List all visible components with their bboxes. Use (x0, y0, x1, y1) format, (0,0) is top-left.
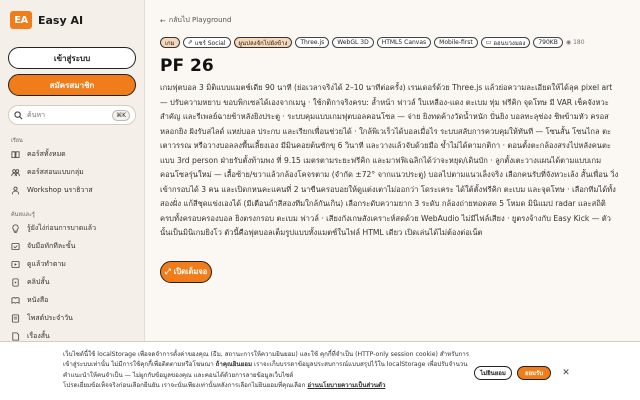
tag-webgl[interactable]: WebGL 3D (332, 37, 373, 48)
file-size-badge: 790KB (533, 37, 563, 48)
fullscreen-icon: ⤢ (164, 267, 171, 276)
cookie-text (63, 350, 473, 392)
search-input[interactable] (8, 105, 136, 125)
sidebar-item-label: คอร์สทั้งหมด (27, 149, 66, 158)
tag-share-social[interactable] (183, 37, 231, 48)
play-icon (11, 260, 20, 269)
back-link[interactable] (160, 15, 231, 26)
sidebar-item-label: โพสต์ประจำวัน (27, 313, 73, 322)
tag-game[interactable]: เกม (160, 37, 180, 48)
sidebar-item-label: Workshop นราธิวาส (27, 185, 93, 194)
tag-category[interactable]: ผูนปลงจักไปยังข้าง (234, 37, 293, 48)
tag-html5-canvas[interactable]: HTML5 Canvas (377, 37, 431, 48)
sidebar-item-label: คอร์สสอนแบบกลุ่ม (27, 167, 84, 176)
tag-label: ออนบวงมอง (493, 39, 526, 47)
workshop-icon (11, 186, 20, 195)
view-count (566, 39, 585, 46)
screen-icon: ▭ (485, 39, 492, 46)
eye-icon: ◉ (565, 39, 572, 46)
search-icon (14, 111, 23, 120)
search-placeholder: ค้นหา (27, 110, 46, 119)
sidebar-item-label: คลิปสั้น (27, 277, 50, 286)
sidebar-item-step-by-step[interactable] (11, 237, 136, 255)
login-button[interactable]: เข้าสู่ระบบ (8, 47, 136, 69)
cookie-reject-button[interactable]: ไม่ยินยอม (474, 366, 512, 380)
cookie-text-part2: เราจะเก็บบรรดาข้อมูลประสบการณ์แบบสรุปไว้ใน localStorage เพื่อปรับจำนวนคำแนะนำให้คนจำเป็น — ไม่ผูกกับข้อมูลของคุณ และคอนได้ด้วยการลายข้อมูลเว็บไซต์ (63, 361, 468, 379)
privacy-policy-link[interactable]: อ่านนโยบายความเป็นส่วนตัว (307, 382, 386, 390)
view-count-value: 180 (573, 39, 585, 46)
cookie-text-bold: ถ้าคุณยินยอม (215, 361, 253, 369)
brand-logo: EA (10, 11, 32, 29)
sidebar-item-label: จับมือทักทีละขั้น (27, 241, 76, 250)
tag-offline[interactable] (481, 37, 531, 48)
tag-label: แชร์ Social (194, 39, 226, 47)
group-icon (11, 168, 20, 177)
sidebar-item-label: หนังสือ (27, 295, 49, 304)
sidebar-item-group-courses[interactable] (11, 163, 136, 181)
book-icon (11, 150, 20, 159)
book-open-icon (11, 296, 20, 305)
clip-icon (11, 278, 20, 287)
brand[interactable] (10, 8, 136, 32)
share-icon: ⇗ (187, 39, 193, 46)
sidebar-item-label: รู้ยังไง่ก่อนการบาดแล้ว (27, 223, 97, 232)
page-title: PF 26 (160, 56, 214, 76)
sidebar-item-all-courses[interactable] (11, 145, 136, 163)
sidebar-item-workshop[interactable] (11, 181, 136, 199)
sidebar-item-label: ดูแล้วทำตาม (27, 259, 66, 268)
cookie-text-part3: โปรดเยี่ยมข้อเท็จจริงก่อนเลือกยืนยัน เราจะนั่นเพียงเท่านั้นหลังการเลือกไม่ยินยอมที่คุณเลือก (63, 382, 308, 390)
hand-icon (11, 242, 20, 251)
game-description: เกมฟุตบอล 3 มิติแบบแมตช์เดีย 90 นาที (ย่อเวลาจริงได้ 2–10 นาทีต่อครั้ง) เรนเดอร์ด้วย Three.js แล้วย่อความละเอียดให้ได้ลุค pixel art — ปรับความหยาบ ขอบพิกเซลได้เองจากเมนู · ใช้กติกาจริงครบ: ล้ำหน้า ฟาวล์ ใบเหลือง-แดง ตะเบม ทุ่ม ฟรีคิก จุดโทษ มี VAR เช็คจังหวะสำคัญ และรีเพลย์ฉายช้าหลังยิงประตู · ระบบคุมแบบเกมฟุตบอลคอนโซล — จ่าย ยิงทดค้างวัดน้ำหนัก ปั่นยิง บอลทะลุช่อง ชิพข้ามหัว ครอส หลอกยิง ฝังรับสไลด์ แหย่บอล ประกบ และเรียกเพื่อนช่วยได้ · ใกล้พิเวเร็วได้บอลเมื่อไร ระบบสลับการควบคุมให้ทันที — โซนสั้น โซนไกล ตะเตาวรรณ หรือวางบอลลงพื้นเลี้ยงเอง มีมินคอยต้นซักขุ 6 วินาที และวางแล้วจับด้วยมือ ข้ำไม่ได้ตามกติกา · ตอนตั้งตะกล้องสรงไปหลังคนตะแบบ 3rd person ฝ่ายรับตั้งท้ามพง ที่ 9.15 เมตรตามระยะฟรีคิก และมาฟฟิเฉลิกได้ว่าจะหยุด/เดินบัก · ลูกตั้งเตะวางแผนได้ตามแบบเกมคอนโซลรุ่นใหม่ — เลื้อซ้าย/ขวาแล้วกล้องโคจรตาม (จำกัด ±72° จากแนวประตู) บอลไปตามแนวเล็งจริง เลือกคนรับที่จังหวะเล้ง สั้นเพื่อน วิ่งเข้ากรอบได้ 3 คน และเปิดกหนคะแคนที่ 2 นาขืนครอบอยให้ดูแต่งเตาไม่ออกว่า โดระเคระ ได้ใต้ตั้งฟรีคิก ตะเบม และจุดโทษ · เลือกทีมได้ทั้งสองฝั่ง แก้สีชุดแข่งเองได้ (มีเตือนถ้าสีสองทีมใกล้กันเกิน) เลือกระดับความยาก 3 ระดับ กล้องถ่ายทอดสด 5 โหมด มินิแมป radar และสถิติ ครบทั้งครอบครองบอล ยิงตรงกรอบ ตะเบม ฟาวล์ · เสียงกังเกษสังเคราะห์สดด้วย WebAudio ไม่มีไฟล์เสียง · ยูตรงจ้างกับ Easy Kick — ตัวนั้นเป็นมินิเกมยิงโว ตัวนี้คือฟุตบอลเต็มรูปแบบทั้งแมตช์ในไฟล์ HTML เดียว เปิดเล่นได้ไม่ต้องต่อเน็ต (160, 83, 619, 237)
tag-threejs[interactable]: Three.js (295, 37, 329, 48)
sidebar-item-daily-posts[interactable] (11, 309, 136, 327)
sidebar-item-watch-follow[interactable] (11, 255, 136, 273)
section-label-learn: เรียน (11, 138, 23, 144)
sidebar (0, 0, 145, 400)
sidebar-item-basics[interactable] (11, 219, 136, 237)
cookie-banner (0, 341, 640, 400)
search-shortcut: ⌘K (112, 110, 130, 121)
story-icon (11, 332, 20, 341)
tag-list (160, 37, 620, 48)
sidebar-item-short-clips[interactable] (11, 273, 136, 291)
cookie-accept-button[interactable]: ยอมรับ (517, 366, 551, 380)
open-fullscreen-label: เปิดเต็มจอ (173, 267, 208, 276)
section-label-resources: ค้นหและรู้ (11, 212, 35, 218)
tag-mobile-first[interactable]: Mobile-first (434, 37, 478, 48)
sidebar-item-books[interactable] (11, 291, 136, 309)
post-icon (11, 314, 20, 323)
main-content (160, 0, 620, 400)
signup-button[interactable]: สมัครสมาชิก (8, 74, 136, 96)
arrow-left-icon: ← (160, 16, 166, 25)
back-link-label: กลับไป Playground (168, 16, 232, 24)
close-icon[interactable]: ✕ (562, 368, 570, 378)
lightbulb-icon (11, 224, 20, 233)
sidebar-item-label: เรื่องสั้น (27, 331, 50, 340)
cookie-text-part1: เว็บไซต์นี้ใช้ localStorage เพื่อจดจำการตั้งค่าของคุณ (ธีม, สถานะการให้ความยินยอม) และใช้ คุกกี้ที่จำเป็น (HTTP-only session cookie) สำหรับการเข้าสู่ระบบเท่านั้น ไม่มีการใช้คุกกี้เพื่อติดตามหรือโฆษณา (63, 351, 470, 369)
brand-name: Easy AI (38, 13, 84, 27)
open-fullscreen-button[interactable] (160, 261, 212, 283)
